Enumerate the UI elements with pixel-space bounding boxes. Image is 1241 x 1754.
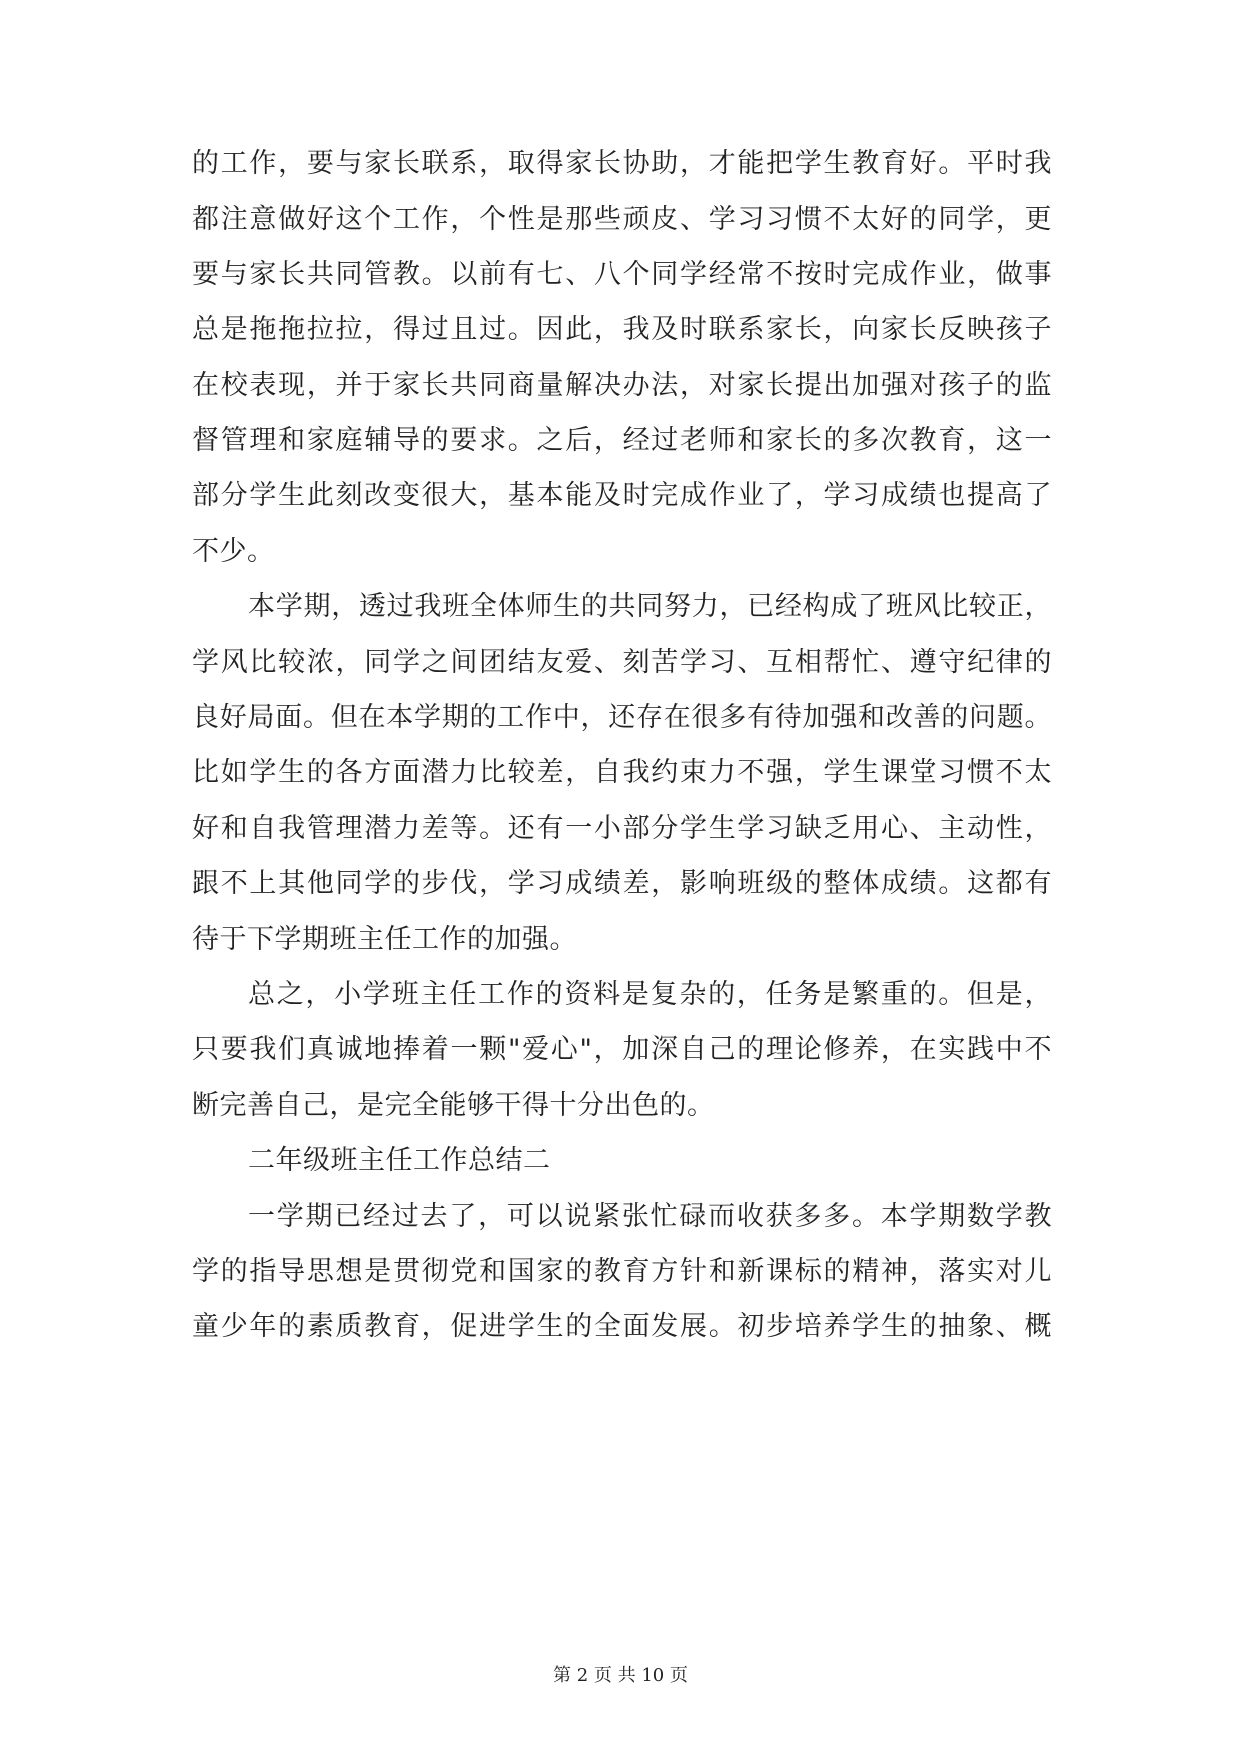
body-line: 在校表现，并于家长共同商量解决办法，对家长提出加强对孩子的监 bbox=[192, 370, 1052, 401]
body-line: 学风比较浓，同学之间团结友爱、刻苦学习、互相帮忙、遵守纪律的 bbox=[192, 647, 1052, 678]
body-line: 总是拖拖拉拉，得过且过。因此，我及时联系家长，向家长反映孩子 bbox=[192, 314, 1052, 345]
body-line: 好和自我管理潜力差等。还有一小部分学生学习缺乏用心、主动性， bbox=[192, 813, 1052, 844]
section-heading: 二年级班主任工作总结二 bbox=[248, 1145, 551, 1176]
body-line: 待于下学期班主任工作的加强。 bbox=[192, 924, 577, 955]
body-line: 断完善自己，是完全能够干得十分出色的。 bbox=[192, 1090, 715, 1121]
body-line: 比如学生的各方面潜力比较差，自我约束力不强，学生课堂习惯不太 bbox=[192, 757, 1052, 788]
body-line: 督管理和家庭辅导的要求。之后，经过老师和家长的多次教育，这一 bbox=[192, 425, 1052, 456]
body-line: 不少。 bbox=[192, 536, 275, 567]
body-line: 总之，小学班主任工作的资料是复杂的，任务是繁重的。但是， bbox=[248, 979, 1052, 1010]
body-line: 要与家长共同管教。以前有七、八个同学经常不按时完成作业，做事 bbox=[192, 259, 1052, 290]
body-line: 只要我们真诚地捧着一颗"爱心"，加深自己的理论修养，在实践中不 bbox=[192, 1034, 1052, 1065]
body-line: 跟不上其他同学的步伐，学习成绩差，影响班级的整体成绩。这都有 bbox=[192, 868, 1052, 899]
body-line: 的工作，要与家长联系，取得家长协助，才能把学生教育好。平时我 bbox=[192, 148, 1052, 179]
body-line: 童少年的素质教育，促进学生的全面发展。初步培养学生的抽象、概 bbox=[192, 1311, 1052, 1342]
body-line: 本学期，透过我班全体师生的共同努力，已经构成了班风比较正， bbox=[248, 591, 1052, 622]
body-line: 都注意做好这个工作，个性是那些顽皮、学习习惯不太好的同学，更 bbox=[192, 204, 1052, 235]
page-number-footer: 第 2 页 共 10 页 bbox=[553, 1665, 688, 1686]
body-line: 部分学生此刻改变很大，基本能及时完成作业了，学习成绩也提高了 bbox=[192, 480, 1052, 511]
body-line: 学的指导思想是贯彻党和国家的教育方针和新课标的精神，落实对儿 bbox=[192, 1256, 1052, 1287]
body-line: 良好局面。但在本学期的工作中，还存在很多有待加强和改善的问题。 bbox=[192, 702, 1052, 733]
body-line: 一学期已经过去了，可以说紧张忙碌而收获多多。本学期数学教 bbox=[248, 1201, 1052, 1232]
